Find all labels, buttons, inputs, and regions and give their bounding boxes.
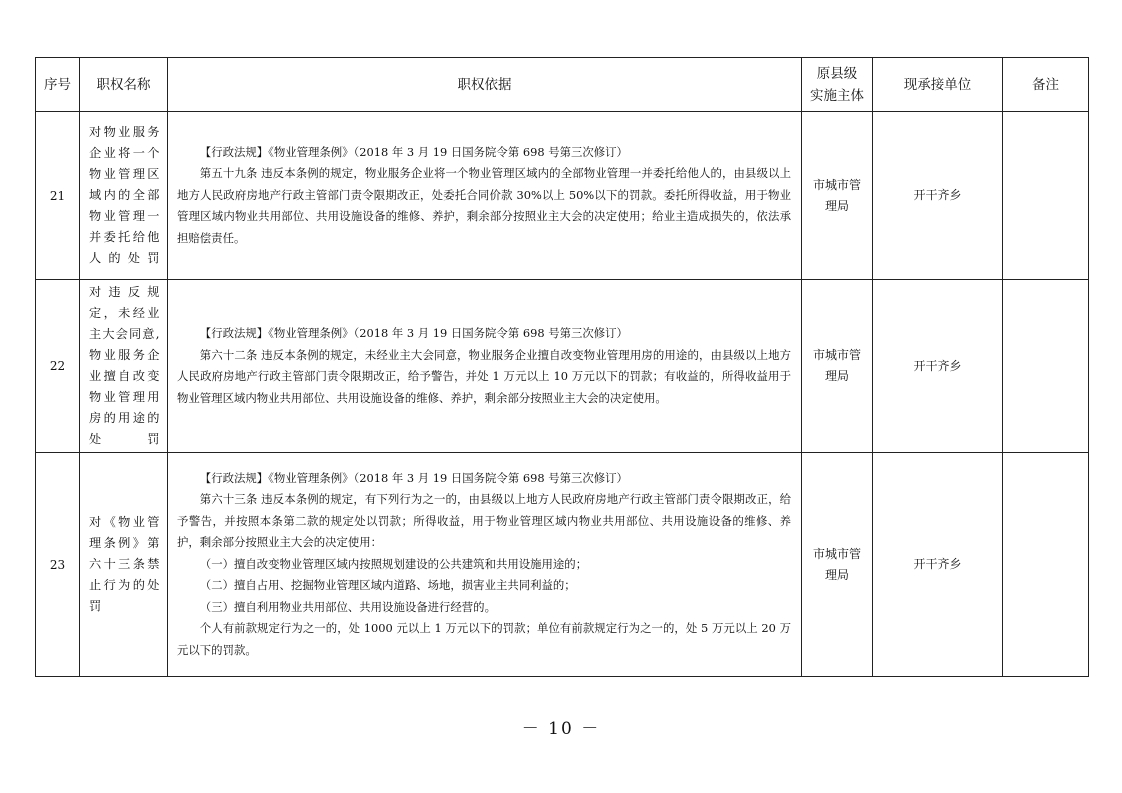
row-original-entity: 市城市管理局 bbox=[802, 280, 873, 453]
powers-table bbox=[35, 57, 1089, 677]
row-remarks bbox=[1003, 112, 1089, 280]
basis-article: 第五十九条 违反本条例的规定，物业服务企业将一个物业管理区域内的全部物业管理一并委托给他人的，由县级以上地方人民政府房地产行政主管部门责令限期改正，处委托合同价款 30%以上 50%以下的罚款。委托所得收益，用于物业管理区域内物业共用部位、共用设施设备的维修、养护，剩余部分按照业主大会的决定使用；给业主造成损失的，依法承担赔偿责任。 bbox=[177, 166, 791, 245]
row-seq: 22 bbox=[36, 280, 80, 453]
row-current-unit: 开干齐乡 bbox=[873, 280, 1003, 453]
header-remarks: 备注 bbox=[1003, 58, 1089, 112]
row-remarks bbox=[1003, 453, 1089, 677]
row-seq: 23 bbox=[36, 453, 80, 677]
powers-table-sheet bbox=[35, 57, 1088, 677]
row-remarks bbox=[1003, 280, 1089, 453]
header-original-entity-line2: 实施主体 bbox=[810, 87, 864, 104]
row-current-unit: 开干齐乡 bbox=[873, 112, 1003, 280]
row-current-unit: 开干齐乡 bbox=[873, 453, 1003, 677]
header-original-entity bbox=[802, 58, 873, 112]
basis-article: 第六十二条 违反本条例的规定，未经业主大会同意，物业服务企业擅自改变物业管理用房的用途的，由县级以上地方人民政府房地产行政主管部门责令限期改正，给予警告，并处 1 万元以上 10 万元以下的罚款；有收益的，所得收益用于物业管理区域内物业共用部位、共用设施设备的维修、养护，剩余部分按照业主大会的决定使用。 bbox=[177, 347, 791, 405]
header-basis: 职权依据 bbox=[168, 58, 802, 112]
basis-source: 【行政法规】《物业管理条例》（2018 年 3 月 19 日国务院令第 698 号第三次修订） bbox=[199, 470, 628, 485]
row-basis bbox=[168, 112, 802, 280]
table-row bbox=[36, 280, 1089, 453]
basis-penalty: 个人有前款规定行为之一的，处 1000 元以上 1 万元以下的罚款；单位有前款规定行为之一的，处 5 万元以上 20 万元以下的罚款。 bbox=[177, 621, 791, 657]
header-seq: 序号 bbox=[36, 58, 80, 112]
row-original-entity: 市城市管理局 bbox=[802, 112, 873, 280]
row-power-name: 对物业服务企业将一个物业管理区域内的全部物业管理一并委托给他人的处罚 bbox=[80, 112, 168, 280]
table-row bbox=[36, 453, 1089, 677]
header-name: 职权名称 bbox=[80, 58, 168, 112]
row-basis bbox=[168, 453, 802, 677]
header-current-unit: 现承接单位 bbox=[873, 58, 1003, 112]
row-basis bbox=[168, 280, 802, 453]
basis-item-1: （一）擅自改变物业管理区域内按照规划建设的公共建筑和共用设施用途的； bbox=[199, 556, 588, 571]
row-power-name: 对违反规定，未经业主大会同意,物业服务企业擅自改变物业管理用房的用途的处罚 bbox=[80, 280, 168, 453]
row-seq: 21 bbox=[36, 112, 80, 280]
page-number: － 10 － bbox=[521, 719, 601, 739]
row-power-name: 对《物业管理条例》第六十三条禁止行为的处罚 bbox=[80, 453, 168, 677]
basis-item-3: （三）擅自利用物业共用部位、共用设施设备进行经营的。 bbox=[199, 599, 496, 614]
row-original-entity: 市城市管理局 bbox=[802, 453, 873, 677]
table-row bbox=[36, 112, 1089, 280]
basis-item-2: （二）擅自占用、挖掘物业管理区域内道路、场地，损害业主共同利益的； bbox=[199, 578, 576, 593]
basis-source: 【行政法规】《物业管理条例》（2018 年 3 月 19 日国务院令第 698 号第三次修订） bbox=[199, 326, 628, 340]
basis-article: 第六十三条 违反本条例的规定，有下列行为之一的，由县级以上地方人民政府房地产行政主管部门责令限期改正，给予警告，并按照本条第二款的规定处以罚款；所得收益，用于物业管理区域内物业共用部位、共用设施设备的维修、养护，剩余部分按照业主大会的决定使用： bbox=[177, 492, 791, 550]
table-header-row bbox=[36, 58, 1089, 112]
header-original-entity-line1: 原县级 bbox=[816, 65, 858, 82]
basis-source: 【行政法规】《物业管理条例》（2018 年 3 月 19 日国务院令第 698 号第三次修订） bbox=[199, 144, 628, 159]
